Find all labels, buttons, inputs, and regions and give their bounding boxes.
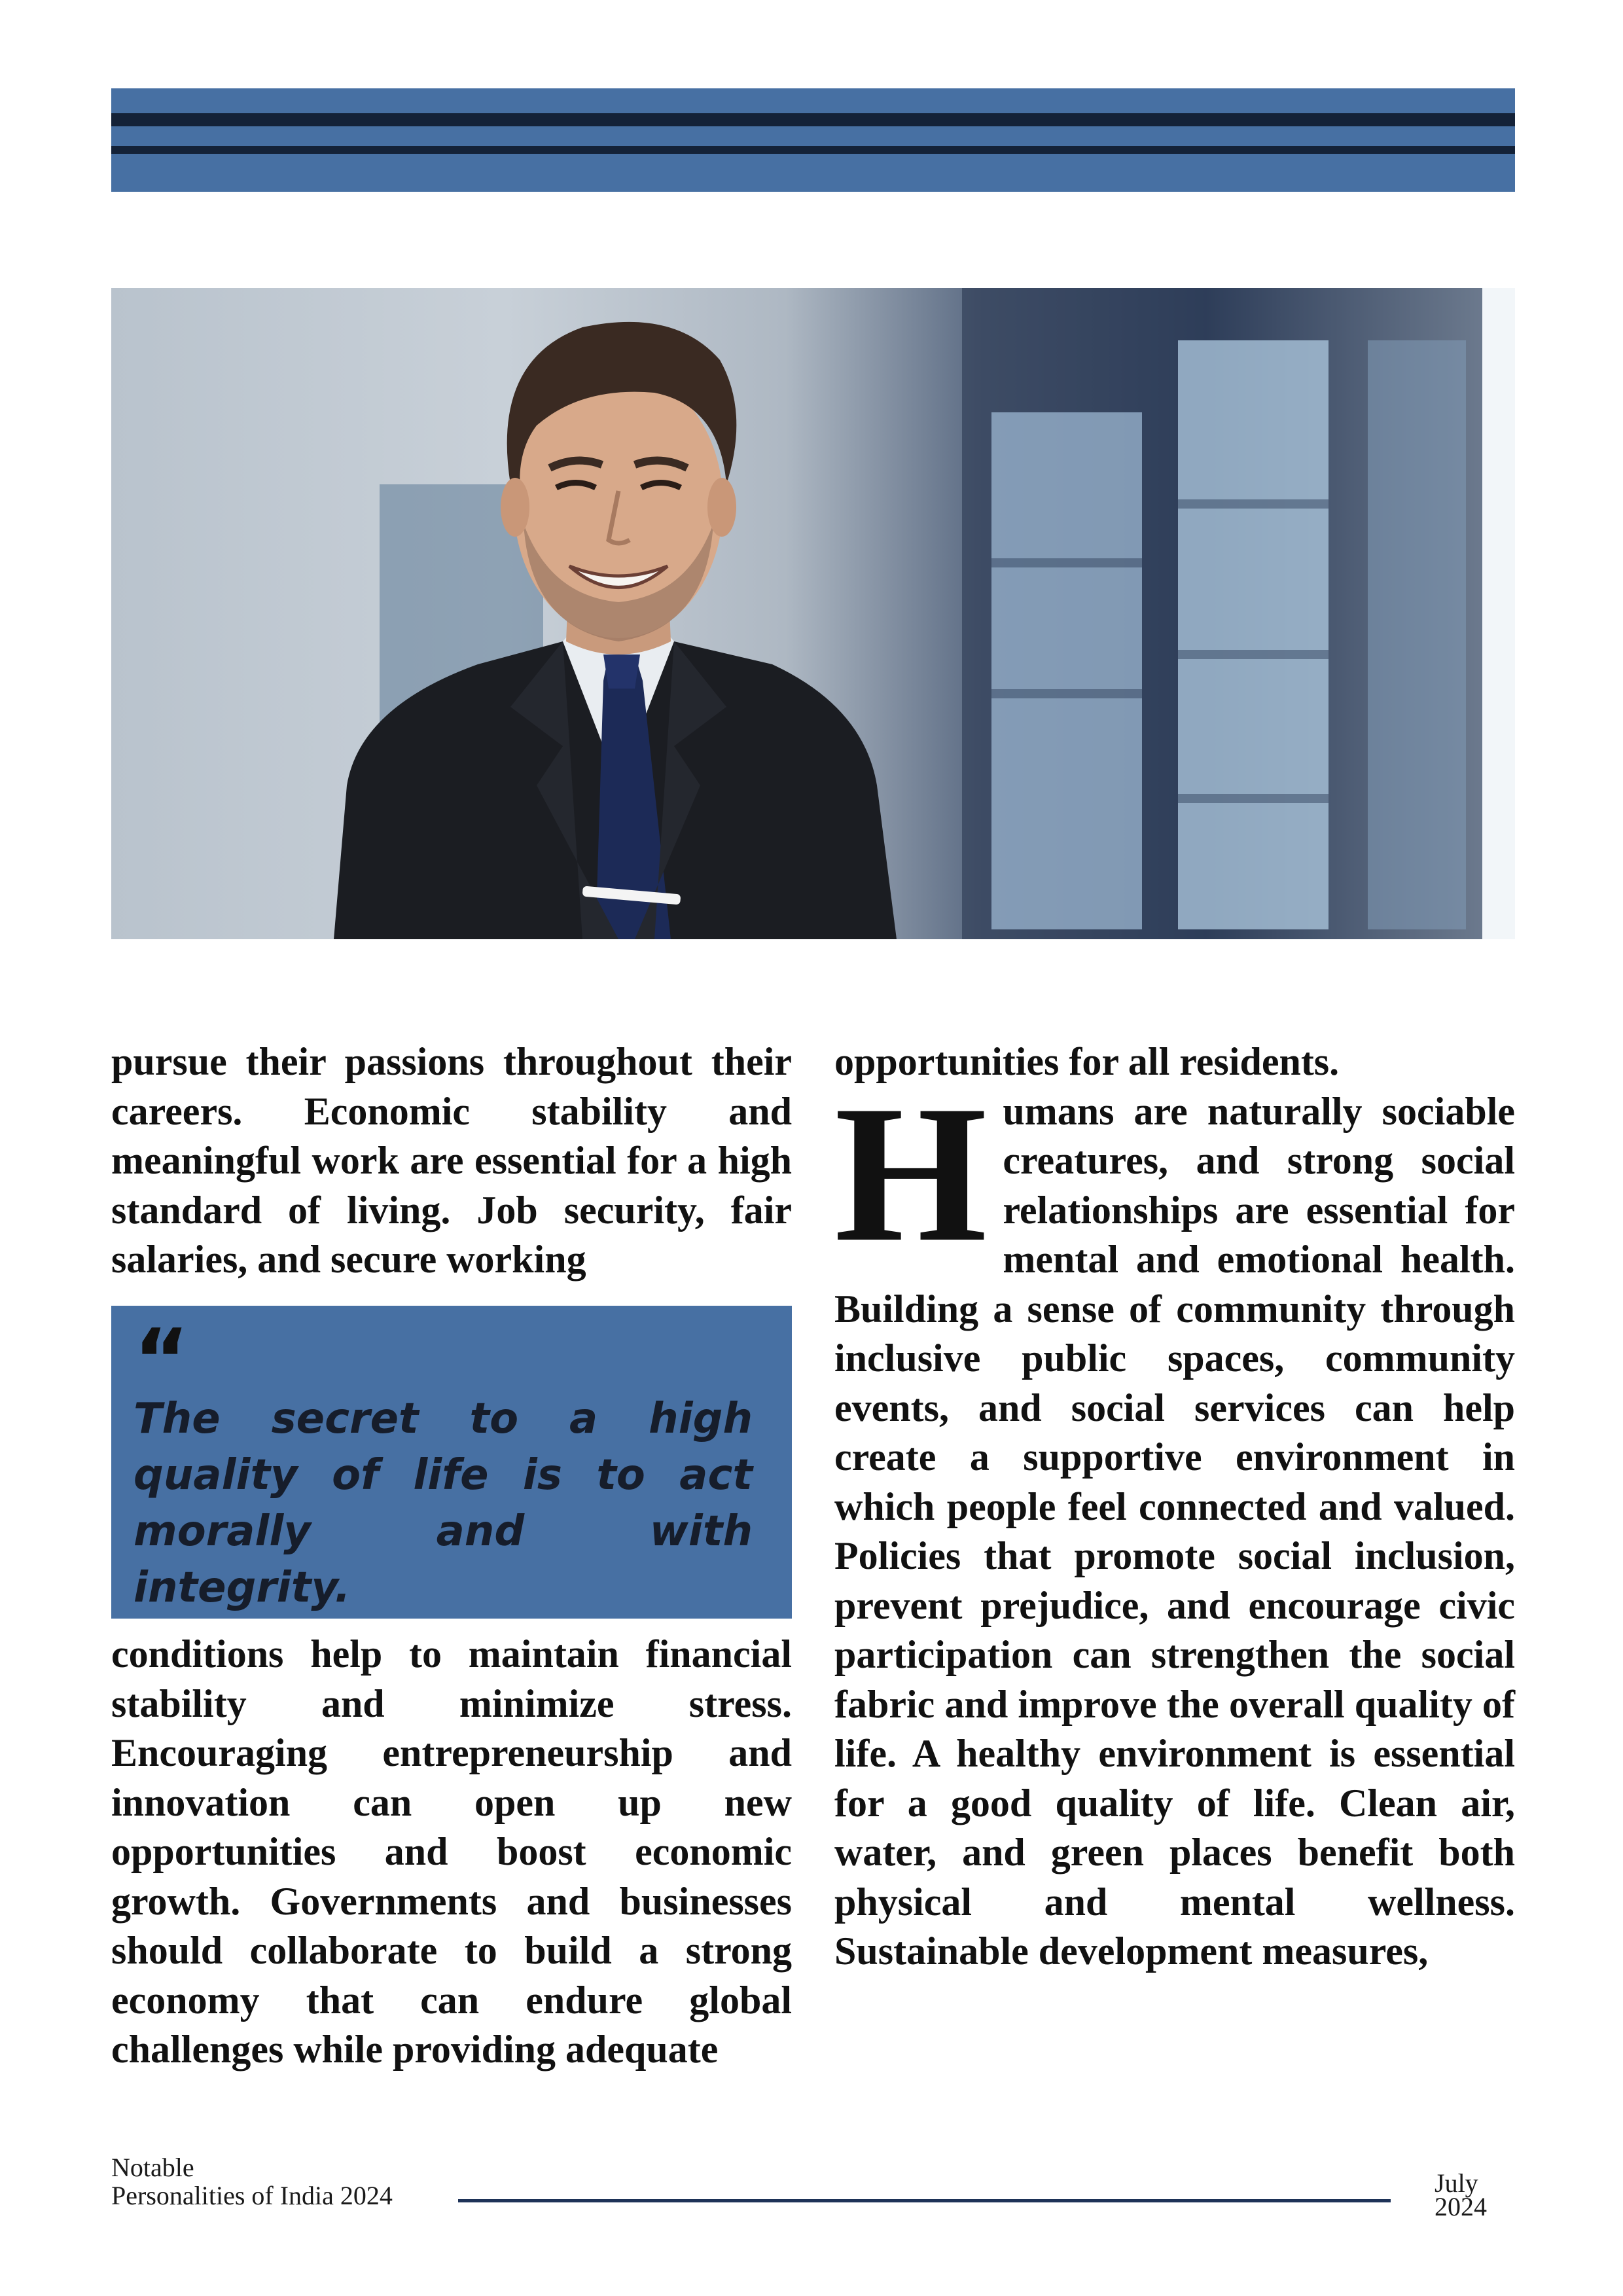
footer-publication-line2: Personalities of India 2024 [111, 2181, 393, 2210]
header-band [111, 88, 1515, 192]
body-text-lead: opportunities for all residents. [834, 1040, 1340, 1083]
footer-year: 2024 [1435, 2192, 1487, 2221]
header-stripe-bottom [111, 146, 1515, 154]
quote-mark-icon: “ [134, 1310, 190, 1410]
footer-publication-line1: Notable [111, 2153, 194, 2182]
article-column-right [834, 1037, 1515, 1977]
drop-cap: H [834, 1064, 988, 1282]
businessman-illustration [111, 288, 1515, 939]
footer-publication [111, 2153, 393, 2210]
body-text-dropcap-paragraph [834, 1064, 1515, 1977]
body-text: pursue their passions throughout their careers. Economic stability and meaningful work are essential for a high standard of living. Job security, fair salaries, and secure working [111, 1040, 792, 1281]
footer-date [1435, 2168, 1487, 2221]
footer-divider [458, 2199, 1391, 2202]
body-text: conditions help to maintain financial stability and minimize stress. Encouraging entrepreneurship and innovation can open up new opportunities and boost economic growth. Governments and businesses should collaborate to build a strong economy that can endure global challenges while providing adequate [111, 1632, 792, 2071]
pull-quote-text: The secret to a high quality of life is to act morally and with integrity. [134, 1395, 753, 1612]
body-text: umans are naturally sociable creatures, and strong social relationships are essential for mental and emotional health. Building a sense of community through inclusive public spaces, community events, and social services can help create a supportive environment in which people feel connected and valued. Policies that promote social inclusion, prevent prejudice, and encourage civic participation can strengthen the social fabric and improve the overall quality of life. A healthy environment is essential for a good quality of life. Clean air, water, and green places benefit both physical and mental wellness. Sustainable development measures, [834, 1089, 1515, 1973]
article-column-left-bottom [111, 1630, 792, 2075]
footer-month: July [1435, 2168, 1478, 2198]
hero-photo [111, 288, 1515, 939]
article-column-left-top [111, 1037, 792, 1285]
header-stripe-top [111, 113, 1515, 126]
